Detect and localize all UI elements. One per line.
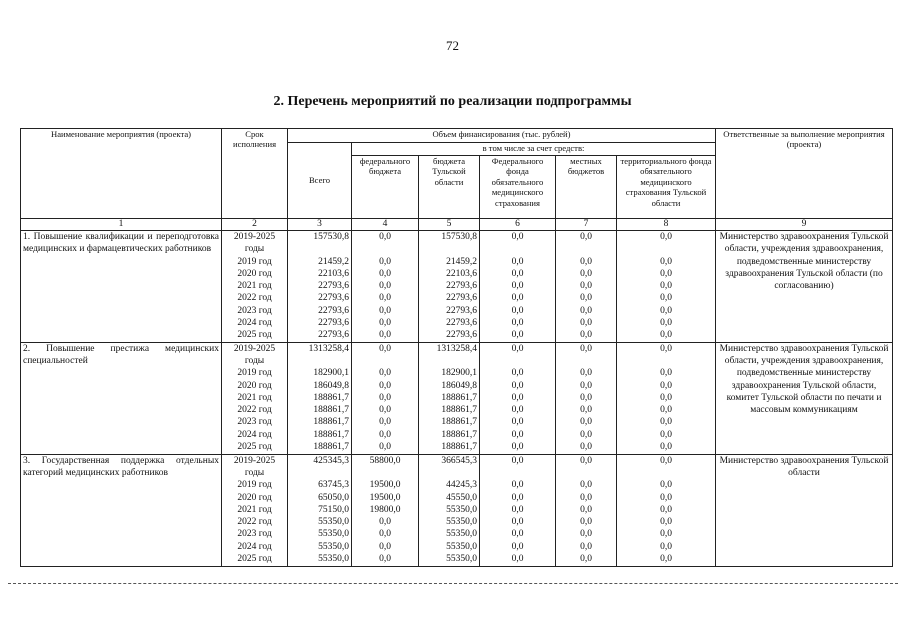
federal-value: 0,0 [379, 232, 391, 242]
federal-value: 0,0 [379, 256, 391, 267]
federal-value: 0,0 [379, 293, 391, 304]
local-value: 0,0 [580, 417, 592, 428]
total-value: 55350,0 [318, 541, 349, 552]
regional-value: 188861,7 [441, 405, 477, 416]
spacer [558, 467, 614, 479]
tfoms-value: 0,0 [660, 281, 672, 292]
ffoms-value: 0,0 [511, 529, 524, 540]
federal-value: 19800,0 [369, 504, 401, 515]
spacer [290, 355, 349, 367]
local-cell [556, 342, 617, 454]
tfoms-value: 0,0 [660, 541, 672, 552]
ffoms-value: 0,0 [511, 330, 524, 341]
header-federal: федерального бюджета [352, 156, 419, 219]
responsible-cell: Министерство здравоохранения Тульской области [716, 454, 893, 566]
ffoms-value: 0,0 [511, 380, 524, 391]
period: 2023 год [237, 529, 272, 540]
ffoms-value: 0,0 [511, 392, 524, 403]
total-value: 22793,6 [318, 293, 349, 304]
regional-value: 22103,6 [446, 268, 477, 279]
federal-value: 0,0 [379, 417, 391, 428]
federal-value: 0,0 [379, 554, 391, 565]
local-value: 0,0 [580, 541, 592, 552]
tfoms-value: 0,0 [660, 318, 672, 329]
ffoms-value: 0,0 [511, 368, 524, 379]
federal-value: 0,0 [379, 541, 391, 552]
federal-value: 0,0 [379, 405, 391, 416]
period: 2021 год [237, 281, 272, 292]
period: 2019-2025 годы [233, 343, 276, 366]
local-value: 0,0 [580, 455, 592, 466]
regional-value: 22793,6 [446, 318, 477, 329]
period: 2019 год [237, 480, 272, 491]
column-number: 6 [480, 219, 556, 231]
local-value: 0,0 [580, 554, 592, 565]
total-cell [288, 231, 352, 343]
column-numbers-row [21, 219, 893, 231]
total-value: 55350,0 [318, 517, 349, 528]
local-cell [556, 231, 617, 343]
regional-value: 186049,8 [441, 380, 477, 391]
local-value: 0,0 [580, 281, 592, 292]
header-including: в том числе за счет средств: [352, 143, 716, 156]
total-cell [288, 342, 352, 454]
local-value: 0,0 [580, 343, 592, 354]
period: 2022 год [237, 405, 272, 416]
spacer [290, 243, 349, 255]
tfoms-value: 0,0 [660, 232, 672, 242]
regional-value: 366545,3 [441, 455, 477, 466]
spacer [558, 355, 614, 367]
total-value: 22793,6 [318, 281, 349, 292]
tfoms-value: 0,0 [660, 343, 672, 354]
measure-name: 1. Повышение квалификации и переподготовка медицинских и фармацевтических работников [21, 231, 222, 343]
total-value: 1313258,4 [308, 343, 349, 354]
federal-value: 58800,0 [369, 455, 401, 466]
total-value: 22793,6 [318, 305, 349, 316]
local-value: 0,0 [580, 442, 592, 453]
periods-cell [222, 342, 288, 454]
local-value: 0,0 [580, 480, 592, 491]
tfoms-value: 0,0 [660, 429, 672, 440]
local-value: 0,0 [580, 392, 592, 403]
local-value: 0,0 [580, 305, 592, 316]
header-name: Наименование мероприятия (проекта) [21, 129, 222, 219]
local-cell [556, 454, 617, 566]
federal-cell [352, 231, 419, 343]
spacer [421, 355, 477, 367]
tfoms-value: 0,0 [660, 417, 672, 428]
tfoms-value: 0,0 [660, 517, 672, 528]
column-number: 4 [352, 219, 419, 231]
ffoms-value: 0,0 [511, 492, 524, 503]
header-total: Всего [288, 143, 352, 219]
spacer [482, 467, 553, 479]
period: 2024 год [237, 541, 272, 552]
total-value: 188861,7 [313, 417, 349, 428]
total-value: 55350,0 [318, 529, 349, 540]
local-value: 0,0 [580, 318, 592, 329]
ffoms-value: 0,0 [511, 417, 524, 428]
total-value: 21459,2 [318, 256, 349, 267]
tfoms-value: 0,0 [660, 554, 672, 565]
periods-cell [222, 454, 288, 566]
local-value: 0,0 [580, 492, 592, 503]
federal-value: 0,0 [379, 517, 391, 528]
header-term: Срок исполнения [222, 129, 288, 219]
federal-value: 0,0 [379, 368, 391, 379]
total-value: 55350,0 [318, 554, 349, 565]
ffoms-value: 0,0 [511, 343, 524, 354]
tfoms-value: 0,0 [660, 256, 672, 267]
local-value: 0,0 [580, 256, 592, 267]
spacer [619, 355, 713, 367]
tfoms-value: 0,0 [660, 455, 672, 466]
period: 2021 год [237, 504, 272, 515]
responsible-cell: Министерство здравоохранения Тульской области, учреждения здравоохранения, подведомственные министерству здравоохранения Тульской области (по согласованию) [716, 231, 893, 343]
regional-value: 55350,0 [446, 554, 477, 565]
regional-value: 55350,0 [446, 529, 477, 540]
page-title: 2. Перечень мероприятий по реализации подпрограммы [273, 94, 632, 109]
spacer [619, 243, 713, 255]
period: 2019 год [237, 256, 272, 267]
tfoms-value: 0,0 [660, 293, 672, 304]
ffoms-value: 0,0 [511, 517, 524, 528]
header-local: местных бюджетов [556, 156, 617, 219]
period: 2020 год [237, 268, 272, 279]
federal-cell [352, 342, 419, 454]
federal-value: 0,0 [379, 305, 391, 316]
ffoms-value: 0,0 [511, 455, 524, 466]
ffoms-value: 0,0 [511, 541, 524, 552]
spacer [558, 243, 614, 255]
local-value: 0,0 [580, 293, 592, 304]
local-value: 0,0 [580, 429, 592, 440]
total-value: 182900,1 [313, 368, 349, 379]
total-value: 65050,0 [318, 492, 349, 503]
local-value: 0,0 [580, 232, 592, 242]
table-row [21, 231, 893, 343]
period: 2023 год [237, 417, 272, 428]
period: 2024 год [237, 429, 272, 440]
spacer [421, 243, 477, 255]
regional-value: 188861,7 [441, 392, 477, 403]
header-responsible: Ответственные за выполнение мероприятия (проекта) [716, 129, 893, 219]
federal-value: 0,0 [379, 268, 391, 279]
ffoms-value: 0,0 [511, 256, 524, 267]
federal-value: 0,0 [379, 529, 391, 540]
federal-value: 0,0 [379, 442, 391, 453]
regional-cell [419, 454, 480, 566]
spacer [354, 243, 416, 255]
total-value: 22103,6 [318, 268, 349, 279]
federal-value: 0,0 [379, 330, 391, 341]
regional-value: 45550,0 [446, 492, 477, 503]
federal-value: 0,0 [379, 318, 391, 329]
regional-value: 55350,0 [446, 517, 477, 528]
ffoms-cell [480, 454, 556, 566]
column-number: 1 [21, 219, 222, 231]
column-number: 8 [617, 219, 716, 231]
regional-value: 55350,0 [446, 504, 477, 515]
ffoms-value: 0,0 [511, 232, 524, 242]
total-value: 75150,0 [318, 504, 349, 515]
spacer [290, 467, 349, 479]
column-number: 7 [556, 219, 617, 231]
period: 2020 год [237, 492, 272, 503]
spacer [619, 467, 713, 479]
federal-value: 0,0 [379, 281, 391, 292]
local-value: 0,0 [580, 268, 592, 279]
tfoms-value: 0,0 [660, 392, 672, 403]
measures-table [20, 128, 893, 567]
local-value: 0,0 [580, 517, 592, 528]
tfoms-value: 0,0 [660, 380, 672, 391]
tfoms-value: 0,0 [660, 492, 672, 503]
tfoms-value: 0,0 [660, 405, 672, 416]
tfoms-value: 0,0 [660, 368, 672, 379]
measure-name: 2. Повышение престижа медицинских специальностей [21, 342, 222, 454]
tfoms-value: 0,0 [660, 268, 672, 279]
period: 2019 год [237, 368, 272, 379]
regional-cell [419, 342, 480, 454]
regional-value: 22793,6 [446, 330, 477, 341]
total-value: 188861,7 [313, 429, 349, 440]
regional-value: 22793,6 [446, 293, 477, 304]
spacer [354, 467, 416, 479]
ffoms-value: 0,0 [511, 480, 524, 491]
period: 2025 год [237, 330, 272, 341]
tfoms-value: 0,0 [660, 480, 672, 491]
header-finance: Объем финансирования (тыс. рублей) [288, 129, 716, 143]
regional-cell [419, 231, 480, 343]
regional-value: 188861,7 [441, 442, 477, 453]
regional-value: 44245,3 [446, 480, 477, 491]
period: 2019-2025 годы [233, 232, 276, 255]
ffoms-value: 0,0 [511, 429, 524, 440]
total-value: 157530,8 [313, 232, 349, 242]
period: 2022 год [237, 517, 272, 528]
total-value: 186049,8 [313, 380, 349, 391]
ffoms-value: 0,0 [511, 268, 524, 279]
column-number: 5 [419, 219, 480, 231]
periods-cell [222, 231, 288, 343]
local-value: 0,0 [580, 405, 592, 416]
total-value: 22793,6 [318, 318, 349, 329]
total-cell [288, 454, 352, 566]
page-cut-line [8, 583, 898, 584]
local-value: 0,0 [580, 504, 592, 515]
period: 2025 год [237, 554, 272, 565]
tfoms-value: 0,0 [660, 504, 672, 515]
local-value: 0,0 [580, 529, 592, 540]
ffoms-value: 0,0 [511, 405, 524, 416]
tfoms-value: 0,0 [660, 330, 672, 341]
federal-value: 0,0 [379, 392, 391, 403]
ffoms-value: 0,0 [511, 293, 524, 304]
local-value: 0,0 [580, 368, 592, 379]
ffoms-value: 0,0 [511, 281, 524, 292]
regional-value: 55350,0 [446, 541, 477, 552]
ffoms-value: 0,0 [511, 442, 524, 453]
header-ffoms: Федерального фонда обязательного медицинского страхования [480, 156, 556, 219]
regional-value: 188861,7 [441, 429, 477, 440]
regional-value: 1313258,4 [436, 343, 477, 354]
total-value: 425345,3 [313, 455, 349, 466]
tfoms-cell [617, 231, 716, 343]
column-number: 2 [222, 219, 288, 231]
ffoms-cell [480, 231, 556, 343]
regional-value: 157530,8 [441, 232, 477, 242]
regional-value: 22793,6 [446, 305, 477, 316]
regional-value: 188861,7 [441, 417, 477, 428]
tfoms-value: 0,0 [660, 529, 672, 540]
period: 2025 год [237, 442, 272, 453]
header-tfoms: территориального фонда обязательного медицинского страхования Тульской области [617, 156, 716, 219]
tfoms-value: 0,0 [660, 305, 672, 316]
regional-value: 182900,1 [441, 368, 477, 379]
regional-value: 22793,6 [446, 281, 477, 292]
period: 2020 год [237, 380, 272, 391]
total-value: 188861,7 [313, 392, 349, 403]
table-row [21, 454, 893, 566]
period: 2022 год [237, 293, 272, 304]
responsible-cell: Министерство здравоохранения Тульской области, учреждения здравоохранения, подведомственные министерству здравоохранения Тульской области, комитет Тульской области по печати и массовым коммуникациям [716, 342, 893, 454]
total-value: 188861,7 [313, 442, 349, 453]
measure-name: 3. Государственная поддержка отдельных категорий медицинских работников [21, 454, 222, 566]
tfoms-value: 0,0 [660, 442, 672, 453]
total-value: 188861,7 [313, 405, 349, 416]
tfoms-cell [617, 342, 716, 454]
federal-cell [352, 454, 419, 566]
spacer [354, 355, 416, 367]
column-number: 3 [288, 219, 352, 231]
ffoms-value: 0,0 [511, 554, 524, 565]
total-value: 63745,3 [318, 480, 349, 491]
period: 2024 год [237, 318, 272, 329]
period: 2023 год [237, 305, 272, 316]
table-row [21, 342, 893, 454]
ffoms-value: 0,0 [511, 305, 524, 316]
total-value: 22793,6 [318, 330, 349, 341]
ffoms-value: 0,0 [511, 504, 524, 515]
federal-value: 0,0 [379, 343, 391, 354]
federal-value: 19500,0 [369, 492, 401, 503]
spacer [482, 243, 553, 255]
column-number: 9 [716, 219, 893, 231]
spacer [482, 355, 553, 367]
page-number: 72 [446, 38, 459, 53]
header-regional: бюджета Тульской области [419, 156, 480, 219]
period: 2019-2025 годы [233, 455, 276, 478]
local-value: 0,0 [580, 330, 592, 341]
ffoms-value: 0,0 [511, 318, 524, 329]
local-value: 0,0 [580, 380, 592, 391]
ffoms-cell [480, 342, 556, 454]
regional-value: 21459,2 [446, 256, 477, 267]
tfoms-cell [617, 454, 716, 566]
federal-value: 19500,0 [369, 480, 401, 491]
federal-value: 0,0 [379, 429, 391, 440]
federal-value: 0,0 [379, 380, 391, 391]
period: 2021 год [237, 392, 272, 403]
spacer [421, 467, 477, 479]
